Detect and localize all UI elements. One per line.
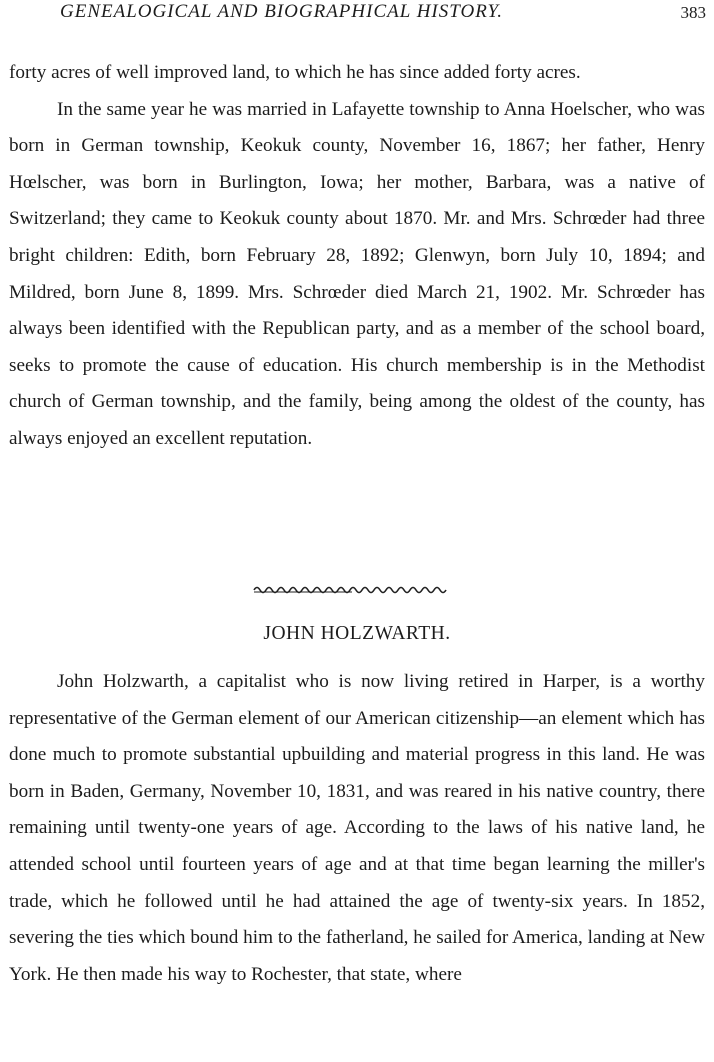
biography-continuation [9,55,705,458]
biography-holzwarth [9,664,705,993]
page-number: 383 [680,3,706,22]
paragraph-land: forty acres of well improved land, to which he has since added forty acres. [9,62,581,83]
section-title: JOHN HOLZWARTH. [263,623,451,644]
running-head: GENEALOGICAL AND BIOGRAPHICAL HISTORY. [60,1,504,22]
paragraph-holzwarth: John Holzwarth, a capitalist who is now living retired in Harper, is a worthy representative of the German element of our American citizenship—an element which has done much to promote substantial upbuilding and material progress in this land. He was born in Baden, Germany, November 10, 1831, and was reared in his native country, there remaining until twenty-one years of age. According to the laws of his native land, he attended school until fourteen years of age and at that time began learning the miller's trade, which he followed until he had attained the age of twenty-six years. In 1852, severing the ties which bound him to the fatherland, he sailed for America, landing at New York. He then made his way to Rochester, that state, where [9,671,705,985]
paragraph-marriage: In the same year he was married in Lafayette township to Anna Hoelscher, who was born in German township, Keokuk county, November 16, 1867; her father, Henry Hœlscher, was born in Burlington, Iowa; her mother, Barbara, was a native of Switzerland; they came to Keokuk county about 1870. Mr. and Mrs. Schrœder had three bright children: Edith, born February 28, 1892; Glenwyn, born July 10, 1894; and Mildred, born June 8, 1899. Mrs. Schrœder died March 21, 1902. Mr. Schrœder has always been identified with the Republican party, and as a member of the school board, seeks to promote the cause of education. His church membership is in the Methodist church of German township, and the family, being among the oldest of the county, has always enjoyed an excellent reputation. [9,98,705,449]
section-divider-ornament [252,582,452,596]
